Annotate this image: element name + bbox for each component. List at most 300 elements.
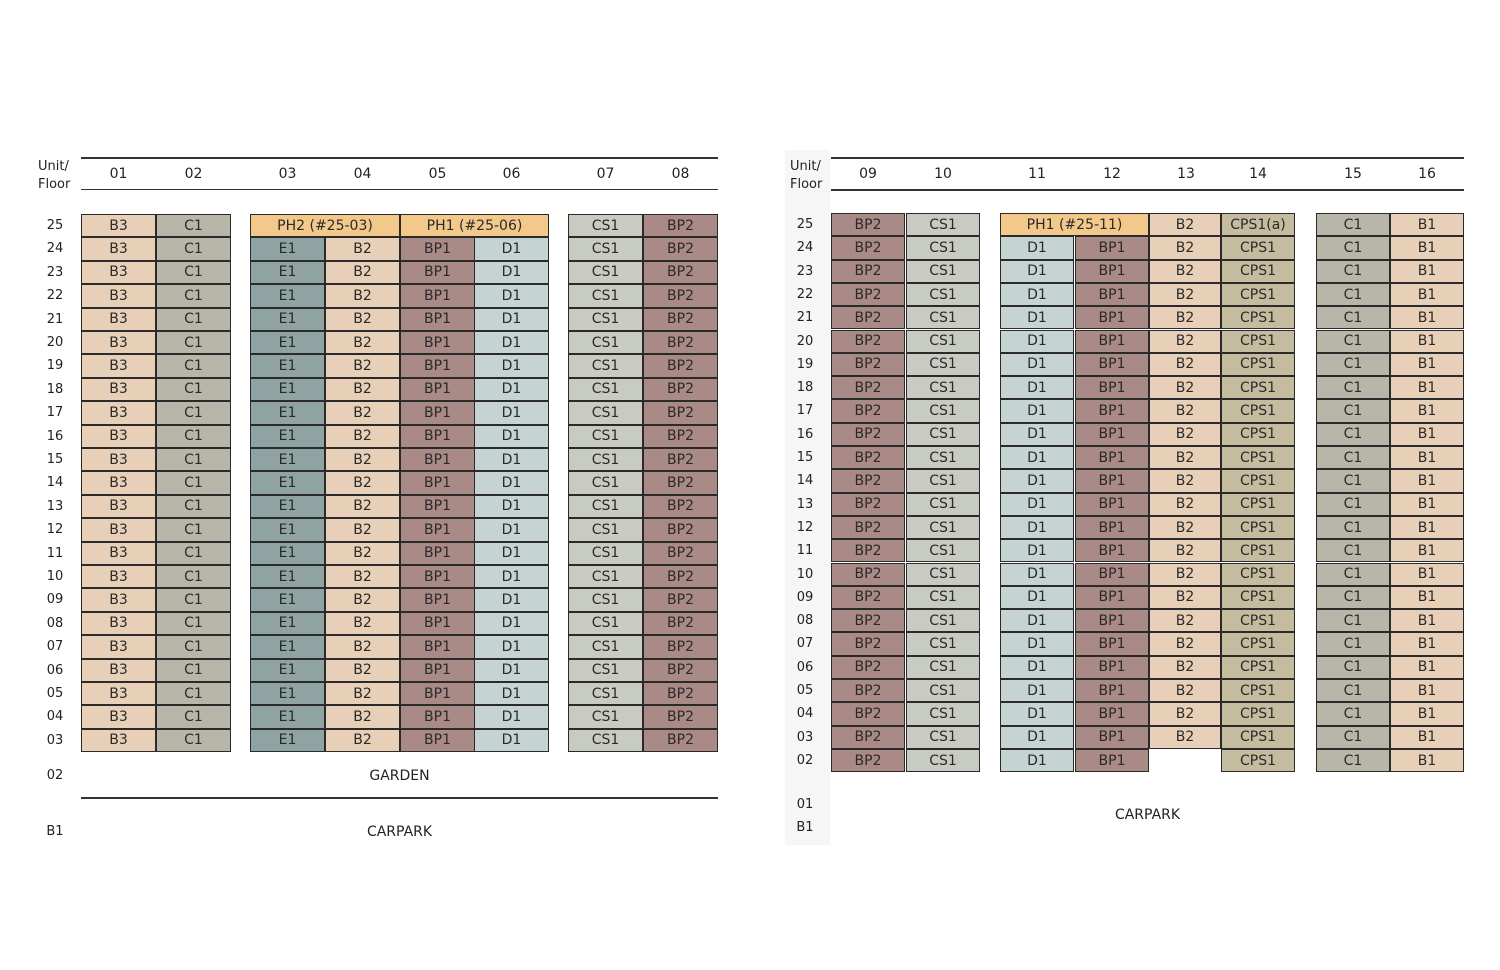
unit-cell: B1 — [1390, 679, 1464, 702]
unit-cell: C1 — [1316, 236, 1390, 259]
unit-cell: BP1 — [1075, 726, 1149, 749]
unit-label: Unit/ — [790, 159, 821, 174]
unit-cell: BP1 — [1075, 306, 1149, 329]
unit-cell: D1 — [474, 237, 549, 260]
unit-cell: CPS1 — [1221, 469, 1295, 492]
unit-cell: CS1 — [906, 260, 980, 283]
unit-cell: C1 — [156, 214, 231, 237]
unit-cell: B2 — [325, 565, 400, 588]
unit-cell: BP2 — [643, 354, 718, 377]
unit-cell: B2 — [1149, 493, 1221, 516]
unit-cell: B1 — [1390, 702, 1464, 725]
unit-cell: CPS1 — [1221, 423, 1295, 446]
unit-cell: B3 — [81, 331, 156, 354]
unit-cell: C1 — [156, 682, 231, 705]
unit-cell: B2 — [325, 659, 400, 682]
floor-label-18: 18 — [796, 380, 814, 396]
unit-cell: CS1 — [568, 471, 643, 494]
unit-cell: C1 — [156, 612, 231, 635]
unit-cell: B2 — [1149, 423, 1221, 446]
unit-cell: BP2 — [831, 446, 905, 469]
unit-cell: B2 — [325, 425, 400, 448]
unit-cell: CS1 — [906, 702, 980, 725]
floor-label-25: 25 — [796, 217, 814, 232]
floor-label-08: 08 — [46, 615, 64, 631]
unit-cell: CS1 — [906, 656, 980, 679]
unit-cell: D1 — [1000, 446, 1074, 469]
floor-label-04: 04 — [46, 709, 64, 725]
unit-cell: BP1 — [1075, 609, 1149, 632]
unit-cell: B3 — [81, 588, 156, 611]
unit-cell: CS1 — [568, 331, 643, 354]
unit-cell: CPS1 — [1221, 749, 1295, 772]
unit-cell: D1 — [1000, 423, 1074, 446]
unit-cell: B3 — [81, 635, 156, 658]
unit-cell: D1 — [1000, 632, 1074, 655]
unit-cell: D1 — [474, 331, 549, 354]
unit-cell: BP1 — [400, 261, 475, 284]
unit-cell: BP2 — [643, 448, 718, 471]
unit-cell: C1 — [156, 471, 231, 494]
unit-cell: D1 — [1000, 563, 1074, 586]
unit-cell: C1 — [156, 659, 231, 682]
unit-cell: B2 — [325, 284, 400, 307]
unit-cell: BP1 — [1075, 446, 1149, 469]
unit-cell: E1 — [250, 284, 325, 307]
unit-cell: C1 — [156, 448, 231, 471]
unit-cell: BP1 — [1075, 493, 1149, 516]
unit-cell: E1 — [250, 401, 325, 424]
unit-cell: BP1 — [1075, 260, 1149, 283]
unit-cell: B1 — [1390, 563, 1464, 586]
unit-cell: B3 — [81, 237, 156, 260]
unit-cell: BP2 — [831, 493, 905, 516]
unit-cell: CPS1 — [1221, 702, 1295, 725]
unit-cell: B2 — [325, 705, 400, 728]
unit-cell: BP1 — [400, 425, 475, 448]
unit-cell: CS1 — [906, 446, 980, 469]
unit-cell: CPS1 — [1221, 330, 1295, 353]
unit-cell: BP2 — [831, 656, 905, 679]
floor-label-02: 02 — [46, 768, 64, 783]
unit-cell: E1 — [250, 635, 325, 658]
column-header-02: 02 — [184, 166, 203, 182]
unit-cell: B2 — [325, 518, 400, 541]
floor-label: Floor — [790, 177, 823, 192]
unit-cell: BP1 — [1075, 586, 1149, 609]
unit-cell: C1 — [1316, 726, 1390, 749]
unit-cell: D1 — [1000, 679, 1074, 702]
unit-cell: C1 — [1316, 539, 1390, 562]
penthouse-cell: PH1 (#25-06) — [400, 214, 549, 237]
unit-cell: C1 — [156, 635, 231, 658]
unit-cell: B2 — [1149, 679, 1221, 702]
unit-cell: B1 — [1390, 632, 1464, 655]
unit-cell: D1 — [474, 518, 549, 541]
unit-cell: B3 — [81, 378, 156, 401]
unit-cell: BP2 — [831, 516, 905, 539]
floor-label-25: 25 — [46, 218, 64, 233]
garden-divider — [81, 797, 718, 799]
unit-cell: B2 — [325, 354, 400, 377]
unit-cell: BP2 — [643, 565, 718, 588]
unit-cell: CPS1(a) — [1221, 213, 1295, 236]
unit-cell: BP1 — [400, 354, 475, 377]
unit-cell: C1 — [1316, 702, 1390, 725]
floor-label-06: 06 — [46, 662, 64, 678]
floor-label-15: 15 — [46, 452, 64, 467]
unit-cell: E1 — [250, 682, 325, 705]
unit-cell: BP2 — [831, 679, 905, 702]
unit-cell: D1 — [474, 682, 549, 705]
unit-cell: B1 — [1390, 330, 1464, 353]
floor-label-02: 02 — [796, 752, 814, 768]
unit-cell: B2 — [1149, 656, 1221, 679]
unit-cell: B2 — [1149, 516, 1221, 539]
unit-cell: BP2 — [643, 261, 718, 284]
unit-cell: BP1 — [400, 237, 475, 260]
unit-cell: B3 — [81, 565, 156, 588]
unit-cell: CS1 — [906, 423, 980, 446]
unit-cell: D1 — [474, 354, 549, 377]
unit-cell: CPS1 — [1221, 376, 1295, 399]
floor-label: Floor — [38, 177, 71, 192]
unit-cell: BP2 — [643, 331, 718, 354]
unit-cell: B2 — [1149, 726, 1221, 749]
unit-cell: CS1 — [906, 283, 980, 306]
unit-cell: B2 — [1149, 330, 1221, 353]
unit-cell: CS1 — [568, 214, 643, 237]
unit-cell: BP2 — [643, 518, 718, 541]
unit-cell: D1 — [474, 635, 549, 658]
unit-cell: E1 — [250, 565, 325, 588]
floor-label-20: 20 — [796, 333, 814, 349]
floor-label-14: 14 — [796, 473, 814, 489]
unit-cell: C1 — [1316, 283, 1390, 306]
unit-cell: B2 — [325, 588, 400, 611]
floor-label-21: 21 — [796, 310, 814, 326]
unit-cell: D1 — [1000, 749, 1074, 772]
unit-cell: CS1 — [568, 588, 643, 611]
unit-cell: C1 — [1316, 469, 1390, 492]
unit-label: Unit/ — [38, 159, 69, 174]
unit-cell: CS1 — [568, 612, 643, 635]
unit-cell: BP1 — [1075, 353, 1149, 376]
unit-cell: CS1 — [568, 448, 643, 471]
unit-cell: BP1 — [400, 635, 475, 658]
floor-label-03: 03 — [46, 732, 64, 748]
unit-cell: C1 — [1316, 446, 1390, 469]
unit-cell: D1 — [1000, 399, 1074, 422]
unit-cell: B2 — [1149, 353, 1221, 376]
column-header-05: 05 — [428, 166, 447, 182]
unit-cell: CPS1 — [1221, 539, 1295, 562]
unit-cell: D1 — [1000, 353, 1074, 376]
unit-cell: B2 — [1149, 236, 1221, 259]
unit-cell: B2 — [1149, 469, 1221, 492]
unit-cell: BP1 — [1075, 632, 1149, 655]
unit-cell: B3 — [81, 261, 156, 284]
unit-cell: CS1 — [568, 237, 643, 260]
unit-cell: B2 — [325, 729, 400, 752]
unit-cell: BP2 — [643, 214, 718, 237]
unit-cell: D1 — [1000, 306, 1074, 329]
unit-cell: D1 — [1000, 376, 1074, 399]
unit-cell: E1 — [250, 331, 325, 354]
column-header-12: 12 — [1103, 166, 1121, 182]
unit-cell: D1 — [474, 588, 549, 611]
unit-cell: B2 — [1149, 632, 1221, 655]
unit-cell: D1 — [1000, 260, 1074, 283]
floor-label-24: 24 — [796, 240, 814, 256]
unit-cell: CS1 — [568, 401, 643, 424]
unit-cell: B2 — [1149, 399, 1221, 422]
unit-cell: B3 — [81, 425, 156, 448]
header-bottom-line — [81, 189, 718, 190]
unit-cell: CS1 — [906, 726, 980, 749]
floor-label-12: 12 — [796, 519, 814, 535]
unit-cell: C1 — [156, 354, 231, 377]
unit-cell: B1 — [1390, 726, 1464, 749]
unit-cell: B1 — [1390, 586, 1464, 609]
floor-label-17: 17 — [796, 403, 814, 419]
floor-label-23: 23 — [46, 264, 64, 280]
unit-cell: BP1 — [1075, 656, 1149, 679]
floor-label-17: 17 — [46, 405, 64, 421]
unit-cell: BP1 — [1075, 236, 1149, 259]
unit-cell: B2 — [325, 495, 400, 518]
unit-cell: C1 — [1316, 563, 1390, 586]
unit-cell: B1 — [1390, 656, 1464, 679]
unit-cell: B2 — [1149, 702, 1221, 725]
unit-cell: C1 — [1316, 656, 1390, 679]
unit-cell: E1 — [250, 448, 325, 471]
floor-label-01: 01 — [796, 797, 814, 812]
unit-cell: D1 — [474, 729, 549, 752]
unit-cell: BP2 — [831, 236, 905, 259]
unit-cell: BP2 — [643, 729, 718, 752]
unit-cell: B1 — [1390, 516, 1464, 539]
header-top-line — [831, 157, 1464, 159]
unit-cell: BP1 — [1075, 283, 1149, 306]
unit-cell: D1 — [1000, 236, 1074, 259]
unit-cell: CPS1 — [1221, 399, 1295, 422]
unit-cell: C1 — [1316, 306, 1390, 329]
unit-cell: D1 — [1000, 493, 1074, 516]
unit-cell: B1 — [1390, 423, 1464, 446]
unit-cell: B3 — [81, 518, 156, 541]
unit-cell: C1 — [156, 542, 231, 565]
unit-cell: C1 — [156, 237, 231, 260]
unit-cell: BP1 — [400, 682, 475, 705]
unit-cell: C1 — [1316, 586, 1390, 609]
unit-cell: CS1 — [906, 213, 980, 236]
floor-label-15: 15 — [796, 450, 814, 465]
unit-cell: B1 — [1390, 376, 1464, 399]
unit-cell: D1 — [1000, 330, 1074, 353]
unit-cell: BP2 — [643, 284, 718, 307]
unit-cell: C1 — [1316, 609, 1390, 632]
unit-cell: BP2 — [831, 376, 905, 399]
unit-cell: BP2 — [643, 635, 718, 658]
column-header-13: 13 — [1177, 166, 1195, 182]
unit-cell: CS1 — [906, 539, 980, 562]
unit-cell: B1 — [1390, 306, 1464, 329]
unit-cell: BP1 — [1075, 749, 1149, 772]
unit-cell: E1 — [250, 729, 325, 752]
column-header-06: 06 — [502, 166, 521, 182]
unit-cell: E1 — [250, 588, 325, 611]
unit-cell: BP2 — [831, 353, 905, 376]
unit-cell: CS1 — [568, 261, 643, 284]
floor-label-09: 09 — [796, 589, 814, 605]
unit-cell: CPS1 — [1221, 656, 1295, 679]
penthouse-cell: PH1 (#25-11) — [1000, 213, 1149, 236]
unit-cell: BP1 — [1075, 423, 1149, 446]
unit-cell: D1 — [474, 308, 549, 331]
unit-cell: BP1 — [400, 308, 475, 331]
floor-label-18: 18 — [46, 381, 64, 397]
floor-label-16: 16 — [796, 426, 814, 442]
unit-cell: BP2 — [831, 399, 905, 422]
floor-label-10: 10 — [796, 566, 814, 582]
unit-cell: B2 — [1149, 609, 1221, 632]
unit-cell: D1 — [474, 378, 549, 401]
unit-cell: D1 — [1000, 702, 1074, 725]
unit-cell: BP1 — [400, 729, 475, 752]
unit-cell: CPS1 — [1221, 516, 1295, 539]
floor-label-20: 20 — [46, 335, 64, 350]
unit-cell: BP2 — [831, 563, 905, 586]
unit-cell: B2 — [325, 448, 400, 471]
unit-cell: B2 — [1149, 376, 1221, 399]
unit-cell: CPS1 — [1221, 493, 1295, 516]
unit-cell: B3 — [81, 401, 156, 424]
unit-cell: B2 — [1149, 260, 1221, 283]
unit-cell: CS1 — [568, 705, 643, 728]
unit-cell: CS1 — [568, 729, 643, 752]
unit-cell: CS1 — [568, 425, 643, 448]
unit-cell: BP2 — [643, 308, 718, 331]
unit-cell: B3 — [81, 705, 156, 728]
floor-label-04: 04 — [796, 706, 814, 722]
unit-cell: BP1 — [400, 378, 475, 401]
unit-cell: BP2 — [831, 609, 905, 632]
unit-cell: B1 — [1390, 609, 1464, 632]
floor-label-07: 07 — [46, 639, 64, 655]
unit-cell: BP2 — [831, 423, 905, 446]
unit-cell: BP1 — [400, 495, 475, 518]
unit-cell: BP2 — [643, 612, 718, 635]
unit-cell: BP1 — [1075, 330, 1149, 353]
column-header-03: 03 — [278, 166, 297, 182]
unit-cell: B2 — [1149, 283, 1221, 306]
column-header-16: 16 — [1418, 166, 1436, 182]
unit-cell: BP2 — [831, 213, 905, 236]
unit-cell: CS1 — [568, 378, 643, 401]
column-header-11: 11 — [1028, 166, 1046, 182]
unit-cell: BP2 — [643, 588, 718, 611]
unit-cell: CS1 — [906, 353, 980, 376]
floor-label-07: 07 — [796, 636, 814, 652]
unit-cell: BP1 — [1075, 399, 1149, 422]
column-header-01: 01 — [109, 166, 128, 182]
unit-cell: B2 — [325, 378, 400, 401]
floor-label-08: 08 — [796, 613, 814, 629]
floor-label-12: 12 — [46, 522, 64, 538]
unit-cell: E1 — [250, 659, 325, 682]
unit-cell: B3 — [81, 612, 156, 635]
unit-cell: BP1 — [400, 612, 475, 635]
unit-cell: D1 — [1000, 516, 1074, 539]
unit-cell: BP1 — [400, 401, 475, 424]
unit-cell: B3 — [81, 471, 156, 494]
column-header-15: 15 — [1344, 166, 1362, 182]
floor-label-24: 24 — [46, 241, 64, 257]
unit-cell: B1 — [1390, 260, 1464, 283]
unit-cell: BP1 — [1075, 539, 1149, 562]
carpark-label: CARPARK — [366, 824, 433, 840]
unit-cell: B1 — [1390, 236, 1464, 259]
unit-cell: E1 — [250, 308, 325, 331]
unit-cell: BP1 — [400, 565, 475, 588]
unit-cell: C1 — [1316, 423, 1390, 446]
unit-cell: CPS1 — [1221, 632, 1295, 655]
unit-cell: C1 — [1316, 353, 1390, 376]
unit-cell: B2 — [325, 612, 400, 635]
unit-cell: C1 — [1316, 749, 1390, 772]
unit-cell: C1 — [1316, 516, 1390, 539]
unit-cell: C1 — [156, 729, 231, 752]
unit-cell: CPS1 — [1221, 353, 1295, 376]
floor-label-23: 23 — [796, 263, 814, 279]
unit-cell: CS1 — [906, 609, 980, 632]
unit-cell: BP2 — [643, 495, 718, 518]
unit-cell: B2 — [325, 237, 400, 260]
unit-cell: B3 — [81, 308, 156, 331]
unit-cell: BP2 — [831, 586, 905, 609]
unit-cell: BP2 — [643, 682, 718, 705]
column-header-14: 14 — [1249, 166, 1267, 182]
unit-cell: D1 — [474, 471, 549, 494]
unit-cell: B1 — [1390, 283, 1464, 306]
unit-cell: CS1 — [568, 284, 643, 307]
column-header-07: 07 — [596, 166, 615, 182]
unit-cell: C1 — [156, 705, 231, 728]
unit-cell: CS1 — [906, 376, 980, 399]
unit-cell: CS1 — [568, 659, 643, 682]
unit-cell: D1 — [1000, 656, 1074, 679]
unit-cell: B2 — [1149, 306, 1221, 329]
floor-label-14: 14 — [46, 475, 64, 491]
unit-cell: BP1 — [400, 588, 475, 611]
floor-label-09: 09 — [46, 592, 64, 608]
unit-cell: B3 — [81, 682, 156, 705]
unit-cell: BP2 — [831, 306, 905, 329]
unit-cell: B2 — [325, 542, 400, 565]
unit-cell: C1 — [156, 495, 231, 518]
floor-label-b1: B1 — [796, 820, 814, 835]
floor-label-22: 22 — [796, 286, 814, 302]
unit-cell: B1 — [1390, 493, 1464, 516]
unit-cell: D1 — [1000, 539, 1074, 562]
unit-cell: CS1 — [906, 679, 980, 702]
unit-cell: C1 — [156, 565, 231, 588]
floor-label-05: 05 — [796, 683, 814, 698]
unit-cell: BP2 — [831, 260, 905, 283]
floor-label-19: 19 — [796, 356, 814, 372]
unit-cell: C1 — [156, 401, 231, 424]
